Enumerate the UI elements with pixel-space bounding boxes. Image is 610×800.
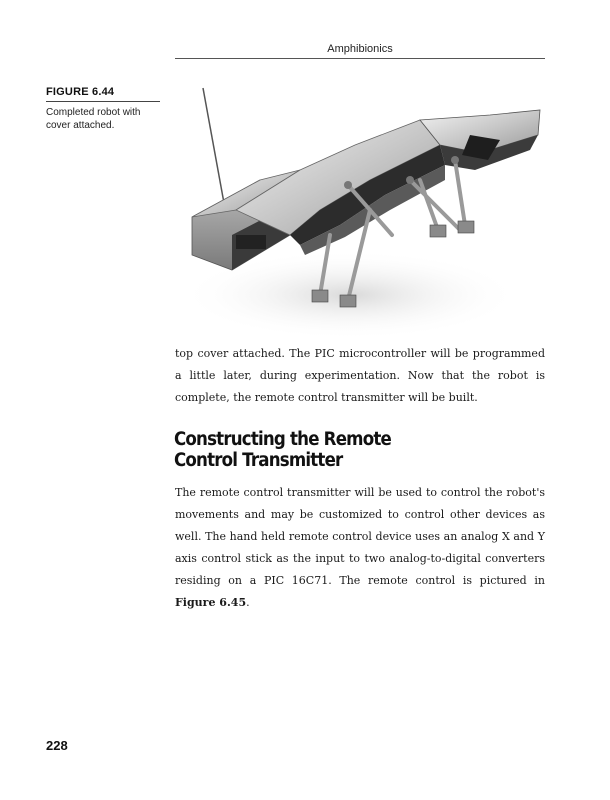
section-heading-line-1: Constructing the Remote xyxy=(174,429,391,450)
body-paragraph-2 xyxy=(175,482,545,614)
figure-label-rule xyxy=(46,101,160,102)
figure-reference: Figure 6.45 xyxy=(175,596,247,609)
body-paragraph-1: top cover attached. The PIC microcontroller will be programmed a little later, during experimentation. Now that the robot is complete, the remote control transmitter will be built. xyxy=(175,347,545,404)
figure-caption: Completed robot with cover attached. xyxy=(46,107,141,131)
figure-label: FIGURE 6.44 xyxy=(46,86,115,98)
page-number: 228 xyxy=(46,738,68,753)
header-rule xyxy=(175,58,545,59)
running-head: Amphibionics xyxy=(327,43,393,55)
section-heading-line-2: Control Transmitter xyxy=(174,450,343,471)
robot-photo xyxy=(170,85,545,345)
paragraph-2-text: The remote control transmitter will be used to control the robot's movements and may be customized to control other devices as well. The hand held remote control device uses an analog X and Y axis control stick as the input to two analog-to-digital converters residing on a PIC 16C71. The remote control is pictured in xyxy=(175,486,545,587)
section-heading xyxy=(174,429,516,471)
paragraph-2-end: . xyxy=(246,596,250,609)
